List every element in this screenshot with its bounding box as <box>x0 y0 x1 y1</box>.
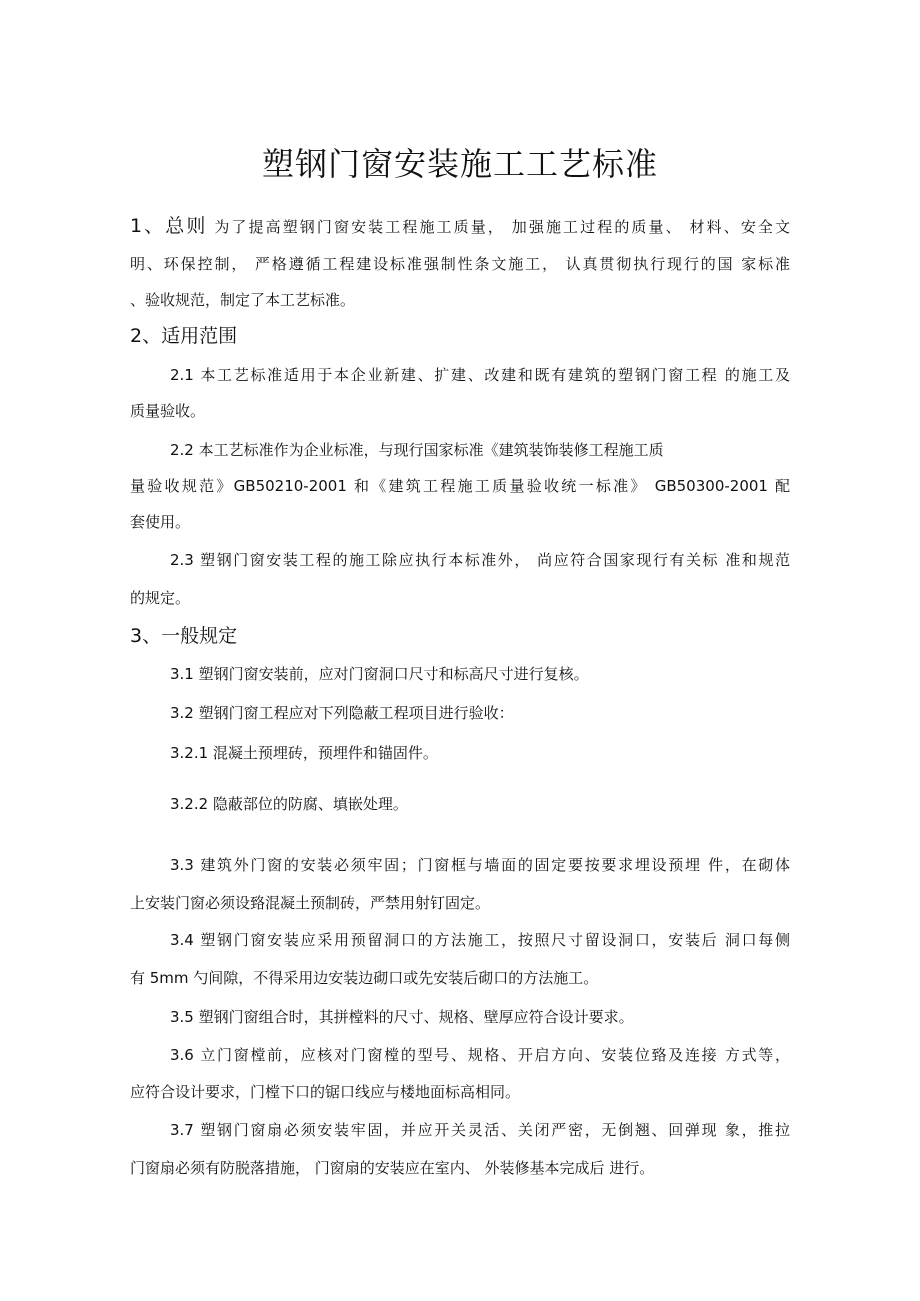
section-1-line-2: 明、环保控制， 严格遵循工程建设标准强制性条文施工， 认真贯彻执行现行的国 家标准 <box>130 255 790 273</box>
section-3-heading: 3、一般规定 <box>130 625 238 647</box>
section-1-heading: 1、总则 <box>130 215 208 237</box>
para-2-2-line-2: 量验收规范》GB50210-2001 和《建筑工程施工质量验收统一标准》 GB50300-2001 配 <box>130 477 790 495</box>
para-2-1-line-2: 质量验收。 <box>130 402 206 420</box>
para-3-6-line-2: 应符合设计要求，门樘下口的锯口线应与楼地面标高相同。 <box>130 1083 521 1101</box>
para-3-4-line-1: 3.4 塑钢门窗安装应采用预留洞口的方法施工，按照尺寸留设洞口，安装后 洞口每侧 <box>170 931 790 949</box>
para-3-4-line-2: 有 5mm 勺间隙，不得采用边安装边砌口或先安装后砌口的方法施工。 <box>130 969 599 987</box>
para-3-7-line-1: 3.7 塑钢门窗扇必须安装牢固，并应开关灵活、关闭严密，无倒翘、回弹现 象，推拉 <box>170 1121 790 1139</box>
para-3-6-line-1: 3.6 立门窗樘前，应核对门窗樘的型号、规格、开启方向、安装位臵及连接 方式等， <box>170 1046 790 1064</box>
para-3-3-line-1: 3.3 建筑外门窗的安装必须牢固；门窗框与墙面的固定要按要求埋设预埋 件，在砌体 <box>170 856 790 874</box>
para-3-2: 3.2 塑钢门窗工程应对下列隐蔽工程项目进行验收： <box>170 704 514 722</box>
para-3-7-line-2: 门窗扇必须有防脱落措施， 门窗扇的安装应在室内、 外装修基本完成后 进行。 <box>130 1159 655 1177</box>
para-2-2-line-3: 套使用。 <box>130 513 191 531</box>
para-3-2-1: 3.2.1 混凝土预埋砖，预埋件和锚固件。 <box>170 744 438 762</box>
para-3-2-2: 3.2.2 隐蔽部位的防腐、填嵌处理。 <box>170 795 408 813</box>
para-3-5: 3.5 塑钢门窗组合时，其拼樘料的尺寸、规格、壁厚应符合设计要求。 <box>170 1008 634 1026</box>
section-1-line-1 <box>130 212 790 240</box>
para-2-1-line-1: 2.1 本工艺标准适用于本企业新建、扩建、改建和既有建筑的塑钢门窗工程 的施工及 <box>170 366 790 384</box>
para-2-3-line-1: 2.3 塑钢门窗安装工程的施工除应执行本标准外， 尚应符合国家现行有关标 准和规范 <box>170 551 790 569</box>
section-1-line-3: 、验收规范，制定了本工艺标准。 <box>130 291 356 309</box>
para-3-1: 3.1 塑钢门窗安装前，应对门窗洞口尺寸和标高尺寸进行复核。 <box>170 665 589 683</box>
para-3-3-line-2: 上安装门窗必须设臵混凝土预制砖，严禁用射钉固定。 <box>130 894 491 912</box>
document-title: 塑钢门窗安装施工工艺标准 <box>261 145 658 183</box>
section-2-heading: 2、适用范围 <box>130 325 238 347</box>
section-1-text-1: 为了提高塑钢门窗安装工程施工质量， 加强施工过程的质量、 材料、安全文 <box>214 218 791 236</box>
para-2-2-line-1: 2.2 本工艺标准作为企业标准，与现行国家标准《建筑装饰装修工程施工质 <box>170 441 664 459</box>
para-2-3-line-2: 的规定。 <box>130 589 191 607</box>
